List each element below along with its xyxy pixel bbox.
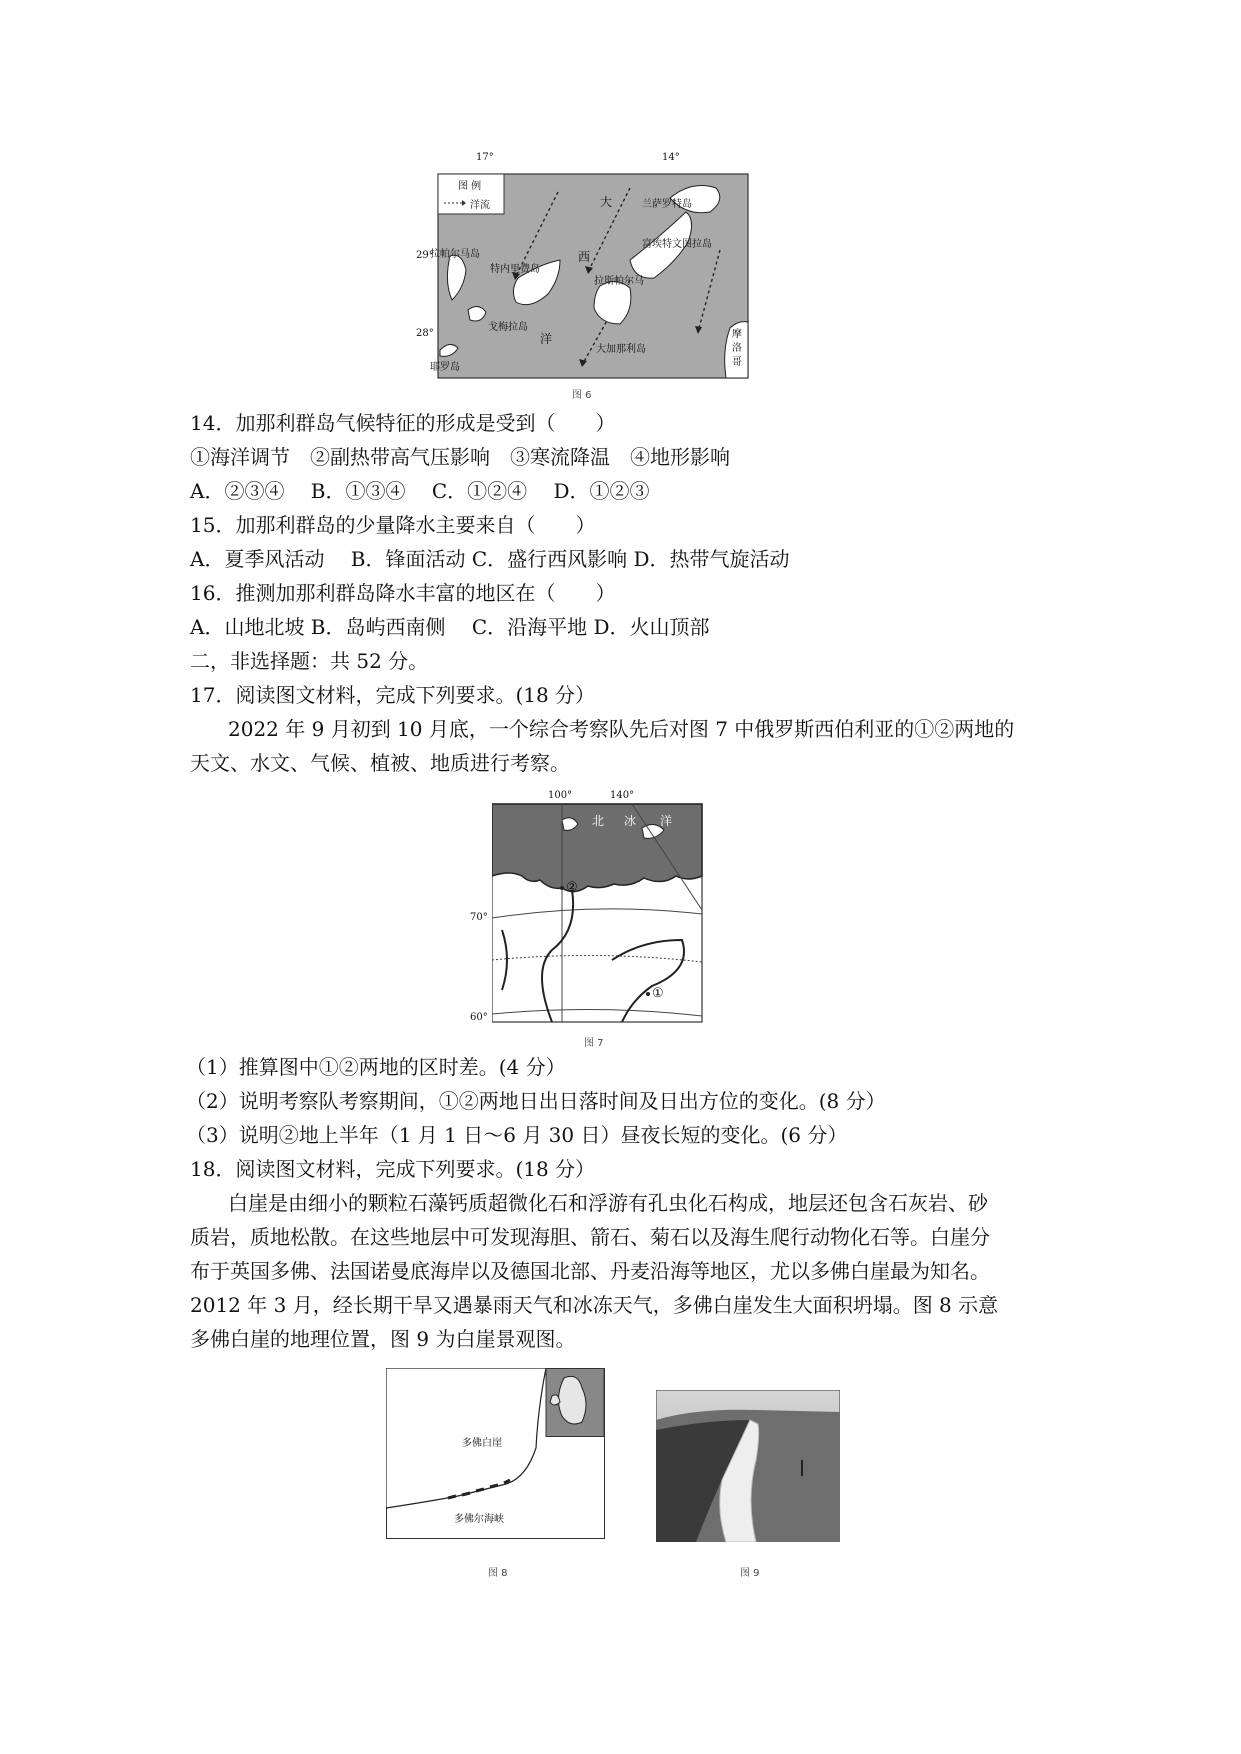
q18-stem: 18．阅读图文材料，完成下列要求。(18 分） <box>190 1157 596 1181</box>
fig6-island-label: 大加那利岛 <box>596 344 646 355</box>
fig6-island-label: 拉帕尔马岛 <box>430 249 480 260</box>
q17-stem: 17．阅读图文材料，完成下列要求。(18 分） <box>190 683 596 707</box>
q18-para-4: 2012 年 3 月，经长期干旱又遇暴雨天气和冰冻天气，多佛白崖发生大面积坍塌。图 8 示意 <box>190 1293 999 1317</box>
fig7-lat-1: 70° <box>470 912 488 923</box>
white-cliff-photo <box>656 1390 840 1542</box>
figure-7 <box>470 790 752 1030</box>
q17-text-2: 天文、水文、气候、植被、地质进行考察。 <box>190 751 570 775</box>
q17-sub-2: （2）说明考察队考察期间，①②两地日出日落时间及日出方位的变化。(8 分） <box>186 1089 886 1113</box>
q15-choices: A．夏季风活动 B．锋面活动 C．盛行西风影响 D．热带气旋活动 <box>190 547 790 571</box>
q17-text-1: 2022 年 9 月初到 10 月底，一个综合考察队先后对图 7 中俄罗斯西伯利亚的①②两地的 <box>228 717 1015 741</box>
fig7-marker-1: ① <box>652 986 664 1001</box>
fig9-caption: 图 9 <box>740 1568 760 1579</box>
figure-6 <box>416 152 760 392</box>
fig6-lon-right: 14° <box>662 152 680 163</box>
q16-stem: 16．推测加那利群岛降水丰富的地区在（ ） <box>190 581 616 605</box>
fig7-marker-2: ② <box>566 880 578 895</box>
fig6-caption: 图 6 <box>572 390 592 401</box>
q18-para-1: 白崖是由细小的颗粒石藻钙质超微化石和浮游有孔虫化石构成，地层还包含石灰岩、砂 <box>228 1191 988 1215</box>
fig6-ocean-2: 西 <box>578 250 591 264</box>
fig6-island-label: 富埃特文图拉岛 <box>642 239 712 250</box>
fig6-ocean-1: 大 <box>600 195 613 209</box>
fig6-island-label: 特内里费岛 <box>490 264 540 275</box>
q14-stem: 14．加那利群岛气候特征的形成是受到（ ） <box>190 411 616 435</box>
fig8-caption: 图 8 <box>488 1568 508 1579</box>
q14-choices: A．②③④ B．①③④ C．①②④ D．①②③ <box>190 479 650 503</box>
q15-stem: 15．加那利群岛的少量降水主要来自（ ） <box>190 513 596 537</box>
q18-para-3: 布于英国多佛、法国诺曼底海岸以及德国北部、丹麦沿海等地区，尤以多佛白崖最为知名。 <box>190 1259 990 1283</box>
fig6-lat-top: 29° <box>416 250 434 261</box>
fig7-lon-1: 100° <box>548 790 573 801</box>
fig8-cliff-label: 多佛白崖 <box>462 1438 502 1449</box>
fig6-legend-item: 洋流 <box>470 200 490 211</box>
q18-para-2: 质岩，质地松散。在这些地层中可发现海胆、箭石、菊石以及海生爬行动物化石等。白崖分 <box>190 1225 990 1249</box>
fig7-ocean-3: 洋 <box>660 814 673 828</box>
fig6-lon-left: 17° <box>476 152 494 163</box>
fig6-ocean-3: 洋 <box>540 332 553 346</box>
q17-sub-3: （3）说明②地上半年（1 月 1 日～6 月 30 日）昼夜长短的变化。(6 分） <box>186 1123 848 1147</box>
q17-sub-1: （1）推算图中①②两地的区时差。(4 分） <box>186 1055 566 1079</box>
fig6-legend-title: 图 例 <box>458 181 482 192</box>
fig7-ocean-1: 北 <box>592 814 605 828</box>
fig6-continent-label: 摩洛哥 <box>732 329 742 368</box>
siberia-map <box>492 790 752 1030</box>
fig6-island-label: 戈梅拉岛 <box>488 322 528 333</box>
section-2-heading: 二，非选择题：共 52 分。 <box>190 649 429 673</box>
figure-9 <box>656 1390 840 1542</box>
fig7-lat-2: 60° <box>470 1012 488 1023</box>
fig6-island-label: 兰萨罗特岛 <box>642 199 692 210</box>
figure-8 <box>386 1368 606 1540</box>
q18-para-5: 多佛白崖的地理位置，图 9 为白崖景观图。 <box>190 1327 576 1351</box>
fig6-lat-bottom: 28° <box>416 328 434 339</box>
fig6-island-label: 耶罗岛 <box>430 362 460 373</box>
q14-options: ①海洋调节 ②副热带高气压影响 ③寒流降温 ④地形影响 <box>190 445 730 469</box>
fig7-ocean-2: 冰 <box>624 814 637 828</box>
fig8-strait-label: 多佛尔海峡 <box>454 1514 504 1525</box>
q16-choices: A．山地北坡 B．岛屿西南侧 C．沿海平地 D．火山顶部 <box>190 615 710 639</box>
fig7-lon-2: 140° <box>610 790 635 801</box>
fig6-island-label: 拉斯帕尔马 <box>594 276 644 287</box>
fig7-caption: 图 7 <box>584 1038 604 1049</box>
